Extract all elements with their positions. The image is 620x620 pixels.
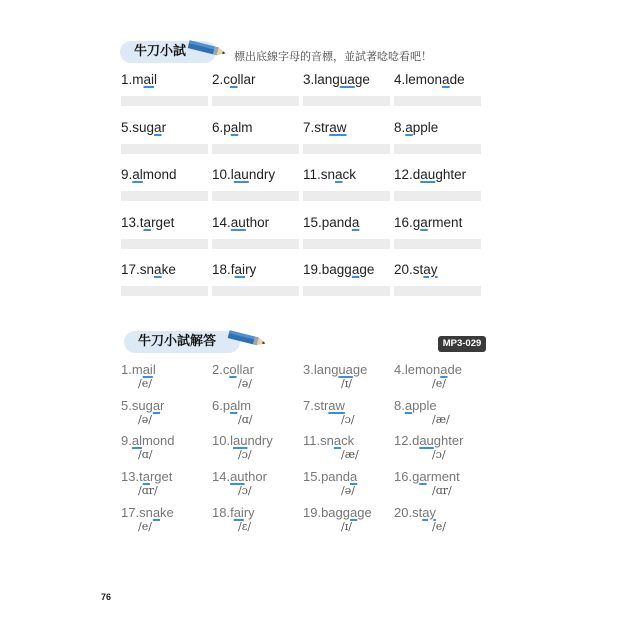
underlined-letters: a bbox=[350, 469, 358, 484]
word-part: p bbox=[223, 120, 231, 135]
item-number: 20. bbox=[394, 262, 413, 277]
quiz-word bbox=[303, 72, 370, 87]
quiz-word bbox=[303, 215, 359, 230]
answer-word bbox=[394, 433, 463, 448]
underlined-letters: o bbox=[229, 362, 237, 377]
word-part: f bbox=[230, 262, 235, 277]
ipa-answer: /ə/ bbox=[138, 413, 152, 426]
underlined-letters: aw bbox=[328, 398, 345, 413]
answer-blank bbox=[121, 286, 208, 296]
item-number: 4. bbox=[394, 362, 405, 377]
item-number: 8. bbox=[394, 398, 405, 413]
word-part: m bbox=[131, 362, 143, 377]
underlined-letters: a bbox=[142, 469, 150, 484]
underlined-letters: a bbox=[405, 120, 413, 135]
word-part: ge bbox=[352, 362, 368, 377]
ipa-answer: /e/ bbox=[432, 377, 446, 390]
word-part: pand bbox=[321, 215, 352, 230]
ipa-answer: /æ/ bbox=[432, 413, 450, 426]
word-part: rget bbox=[149, 469, 173, 484]
item-number: 19. bbox=[303, 262, 322, 277]
answer-blank bbox=[121, 239, 208, 249]
ipa-answer: /ɑ/ bbox=[238, 413, 253, 426]
word-part: ghter bbox=[433, 433, 464, 448]
word-part: sug bbox=[132, 120, 155, 135]
answer-word bbox=[212, 398, 251, 413]
word-part: pand bbox=[321, 469, 350, 484]
answer-word bbox=[212, 469, 267, 484]
word-part: ck bbox=[341, 433, 355, 448]
word-part: mond bbox=[141, 433, 175, 448]
word-part: l bbox=[230, 167, 234, 182]
word-part: lemon bbox=[405, 72, 443, 87]
underlined-letters: a bbox=[351, 262, 360, 277]
underlined-letters: au bbox=[233, 167, 249, 182]
underlined-letters: ai bbox=[143, 72, 155, 87]
answer-word bbox=[394, 362, 462, 377]
word-part: sn bbox=[139, 505, 153, 520]
ipa-answer: /æ/ bbox=[341, 448, 359, 461]
answer-word bbox=[303, 362, 367, 377]
word-part: pple bbox=[412, 120, 439, 135]
underlined-letters: a bbox=[335, 167, 343, 182]
item-number: 18. bbox=[212, 505, 231, 520]
answer-blank bbox=[394, 239, 481, 249]
underlined-letters: a bbox=[230, 120, 239, 135]
ipa-answer: /e/ bbox=[432, 520, 446, 533]
item-number: 14. bbox=[212, 215, 231, 230]
underlined-letters: a bbox=[154, 262, 162, 277]
item-number: 19. bbox=[303, 505, 322, 520]
word-part: sn bbox=[139, 262, 155, 277]
item-number: 11. bbox=[303, 167, 321, 182]
quiz-word bbox=[212, 167, 275, 182]
word-part: bagg bbox=[321, 262, 352, 277]
quiz-word bbox=[121, 262, 176, 277]
word-part: str bbox=[314, 120, 330, 135]
word-part: r bbox=[160, 398, 165, 413]
underlined-letters: ay bbox=[422, 505, 436, 520]
underlined-letters: al bbox=[132, 167, 143, 182]
ipa-answer: /ə/ bbox=[341, 484, 355, 497]
underlined-letters: ay bbox=[423, 262, 438, 277]
quiz-word bbox=[394, 262, 438, 277]
answer-word bbox=[303, 469, 357, 484]
ipa-answer: /ɔ/ bbox=[238, 484, 252, 497]
word-part: l bbox=[154, 72, 158, 87]
quiz-word bbox=[212, 72, 256, 87]
word-part: str bbox=[313, 398, 329, 413]
word-part: c bbox=[222, 362, 230, 377]
item-number: 12. bbox=[394, 167, 413, 182]
answer-word bbox=[121, 362, 156, 377]
quiz-word bbox=[212, 215, 269, 230]
word-part: llar bbox=[237, 72, 256, 87]
quiz-word bbox=[303, 167, 356, 182]
item-number: 10. bbox=[212, 167, 231, 182]
underlined-letters: au bbox=[232, 433, 248, 448]
ipa-answer: /ɑr/ bbox=[432, 484, 452, 497]
word-part: c bbox=[223, 72, 231, 87]
answer-word bbox=[394, 398, 437, 413]
answer-blank bbox=[303, 96, 390, 106]
answer-word bbox=[303, 433, 354, 448]
item-number: 13. bbox=[121, 215, 140, 230]
underlined-letters: ai bbox=[234, 262, 246, 277]
word-part: lang bbox=[313, 362, 339, 377]
quiz-word bbox=[394, 120, 438, 135]
ipa-answer: /ɛ/ bbox=[238, 520, 252, 533]
quiz-word bbox=[394, 167, 466, 182]
item-number: 16. bbox=[394, 469, 413, 484]
ipa-answer: /ɪ/ bbox=[341, 377, 352, 390]
item-number: 7. bbox=[303, 398, 314, 413]
word-part: ke bbox=[160, 505, 174, 520]
item-number: 17. bbox=[121, 262, 140, 277]
word-part: l bbox=[152, 362, 156, 377]
word-part: t bbox=[139, 469, 143, 484]
word-part: m bbox=[132, 72, 144, 87]
underlined-letters: au bbox=[230, 215, 246, 230]
word-part: ck bbox=[342, 167, 357, 182]
underlined-letters: a bbox=[152, 398, 161, 413]
underlined-letters: a bbox=[442, 72, 450, 87]
word-part: ge bbox=[357, 505, 372, 520]
ipa-answer: /ɪ/ bbox=[341, 520, 352, 533]
item-number: 6. bbox=[212, 120, 224, 135]
word-part: lm bbox=[237, 398, 252, 413]
item-number: 12. bbox=[394, 433, 413, 448]
item-number: 2. bbox=[212, 362, 223, 377]
word-part: g bbox=[412, 469, 420, 484]
answer-word bbox=[212, 433, 273, 448]
underlined-letters: a bbox=[420, 215, 428, 230]
quiz-word bbox=[303, 262, 374, 277]
word-part: d bbox=[412, 433, 420, 448]
answer-blank bbox=[212, 191, 299, 201]
word-part: bagg bbox=[321, 505, 350, 520]
word-part: rment bbox=[427, 215, 463, 230]
quiz-word bbox=[394, 215, 462, 230]
underlined-letters: a bbox=[143, 215, 152, 230]
answer-blank bbox=[212, 286, 299, 296]
word-part: p bbox=[222, 398, 231, 413]
answer-word bbox=[121, 505, 174, 520]
word-part: ge bbox=[354, 72, 370, 87]
underlined-letters: ua bbox=[338, 362, 353, 377]
ipa-answer: /e/ bbox=[138, 377, 152, 390]
ipa-answer: /ɑr/ bbox=[138, 484, 158, 497]
item-number: 13. bbox=[121, 469, 140, 484]
item-number: 18. bbox=[212, 262, 231, 277]
mp3-badge: MP3-029 bbox=[438, 336, 486, 352]
underlined-letters: a bbox=[333, 433, 342, 448]
answer-blank bbox=[303, 144, 390, 154]
underlined-letters: al bbox=[131, 433, 142, 448]
underlined-letters: a bbox=[230, 398, 238, 413]
underlined-letters: a bbox=[152, 505, 161, 520]
answer-word bbox=[303, 398, 345, 413]
word-part: l bbox=[230, 433, 233, 448]
word-part: thor bbox=[244, 469, 267, 484]
word-part: ndry bbox=[247, 433, 273, 448]
word-part: d bbox=[412, 167, 421, 182]
underlined-letters: au bbox=[419, 433, 434, 448]
underlined-letters: au bbox=[230, 469, 245, 484]
word-part: thor bbox=[245, 215, 270, 230]
word-part: rment bbox=[426, 469, 460, 484]
word-part: pple bbox=[412, 398, 437, 413]
underlined-letters: a bbox=[351, 215, 360, 230]
answer-word bbox=[121, 433, 175, 448]
word-part: t bbox=[139, 215, 144, 230]
quiz-title: 牛刀小試 bbox=[134, 44, 187, 59]
word-part: de bbox=[449, 72, 465, 87]
answer-blank bbox=[303, 191, 390, 201]
answer-blank bbox=[394, 286, 481, 296]
word-part: rget bbox=[151, 215, 175, 230]
answer-blank bbox=[121, 96, 208, 106]
underlined-letters: o bbox=[230, 72, 238, 87]
underlined-letters: a bbox=[419, 469, 427, 484]
word-part: ry bbox=[245, 262, 257, 277]
item-number: 9. bbox=[121, 167, 133, 182]
word-part: ndry bbox=[248, 167, 276, 182]
answer-blank bbox=[212, 144, 299, 154]
item-number: 9. bbox=[121, 433, 132, 448]
answer-blank bbox=[212, 96, 299, 106]
word-part: st bbox=[412, 262, 424, 277]
item-number: 5. bbox=[121, 398, 132, 413]
quiz-instruction: 標出底線字母的音標，並試著唸唸看吧！ bbox=[234, 50, 432, 63]
ipa-answer: /e/ bbox=[138, 520, 152, 533]
answer-blank bbox=[394, 191, 481, 201]
quiz-word bbox=[121, 167, 177, 182]
item-number: 14. bbox=[212, 469, 231, 484]
word-part: ry bbox=[243, 505, 255, 520]
item-number: 3. bbox=[303, 72, 315, 87]
quiz-word bbox=[394, 72, 465, 87]
word-part: de bbox=[447, 362, 462, 377]
quiz-word bbox=[121, 215, 174, 230]
page-number: 76 bbox=[101, 592, 112, 602]
word-part: ke bbox=[161, 262, 176, 277]
answer-word bbox=[121, 398, 164, 413]
word-part: ghter bbox=[435, 167, 467, 182]
ipa-answer: /ɔ/ bbox=[341, 413, 355, 426]
item-number: 11. bbox=[303, 433, 321, 448]
answer-word bbox=[303, 505, 372, 520]
ipa-answer: /ɑ/ bbox=[138, 448, 153, 461]
ipa-answer: /ə/ bbox=[238, 377, 252, 390]
underlined-letters: au bbox=[420, 167, 436, 182]
underlined-letters: a bbox=[440, 362, 448, 377]
answer-word bbox=[394, 469, 460, 484]
item-number: 20. bbox=[394, 505, 413, 520]
answer-word bbox=[394, 505, 436, 520]
ipa-answer: /ɔ/ bbox=[432, 448, 446, 461]
word-part: lang bbox=[314, 72, 340, 87]
underlined-letters: ua bbox=[339, 72, 355, 87]
word-part: ge bbox=[359, 262, 375, 277]
answers-title: 牛刀小試解答 bbox=[138, 334, 217, 349]
item-number: 1. bbox=[121, 72, 133, 87]
item-number: 2. bbox=[212, 72, 224, 87]
item-number: 8. bbox=[394, 120, 406, 135]
answers-title-pill bbox=[124, 331, 240, 353]
item-number: 5. bbox=[121, 120, 133, 135]
word-part: lemon bbox=[404, 362, 441, 377]
word-part: mond bbox=[142, 167, 177, 182]
item-number: 1. bbox=[121, 362, 132, 377]
underlined-letters: aw bbox=[329, 120, 347, 135]
underlined-letters: a bbox=[404, 398, 413, 413]
underlined-letters: ai bbox=[142, 362, 153, 377]
underlined-letters: a bbox=[350, 505, 358, 520]
word-part: g bbox=[412, 215, 421, 230]
answer-blank bbox=[121, 144, 208, 154]
answer-word bbox=[121, 469, 172, 484]
quiz-word bbox=[121, 72, 157, 87]
item-number: 6. bbox=[212, 398, 223, 413]
item-number: 17. bbox=[121, 505, 140, 520]
word-part: sug bbox=[131, 398, 153, 413]
answer-blank bbox=[394, 96, 481, 106]
word-part: f bbox=[230, 505, 234, 520]
item-number: 15. bbox=[303, 215, 322, 230]
word-part: st bbox=[412, 505, 423, 520]
word-part: llar bbox=[236, 362, 254, 377]
word-part: lm bbox=[238, 120, 253, 135]
item-number: 15. bbox=[303, 469, 322, 484]
item-number: 16. bbox=[394, 215, 413, 230]
item-number: 4. bbox=[394, 72, 406, 87]
underlined-letters: a bbox=[154, 120, 162, 135]
item-number: 7. bbox=[303, 120, 315, 135]
answer-word bbox=[212, 362, 254, 377]
item-number: 3. bbox=[303, 362, 314, 377]
word-part: sn bbox=[320, 167, 336, 182]
word-part: sn bbox=[320, 433, 334, 448]
quiz-word bbox=[303, 120, 347, 135]
item-number: 10. bbox=[212, 433, 231, 448]
underlined-letters: ai bbox=[233, 505, 244, 520]
answer-blank bbox=[121, 191, 208, 201]
quiz-word bbox=[212, 120, 253, 135]
answer-blank bbox=[303, 286, 390, 296]
ipa-answer: /ɔ/ bbox=[238, 448, 252, 461]
word-part: r bbox=[161, 120, 167, 135]
answer-blank bbox=[303, 239, 390, 249]
answer-blank bbox=[394, 144, 481, 154]
answer-word bbox=[212, 505, 255, 520]
answer-blank bbox=[212, 239, 299, 249]
quiz-word bbox=[121, 120, 166, 135]
quiz-word bbox=[212, 262, 256, 277]
